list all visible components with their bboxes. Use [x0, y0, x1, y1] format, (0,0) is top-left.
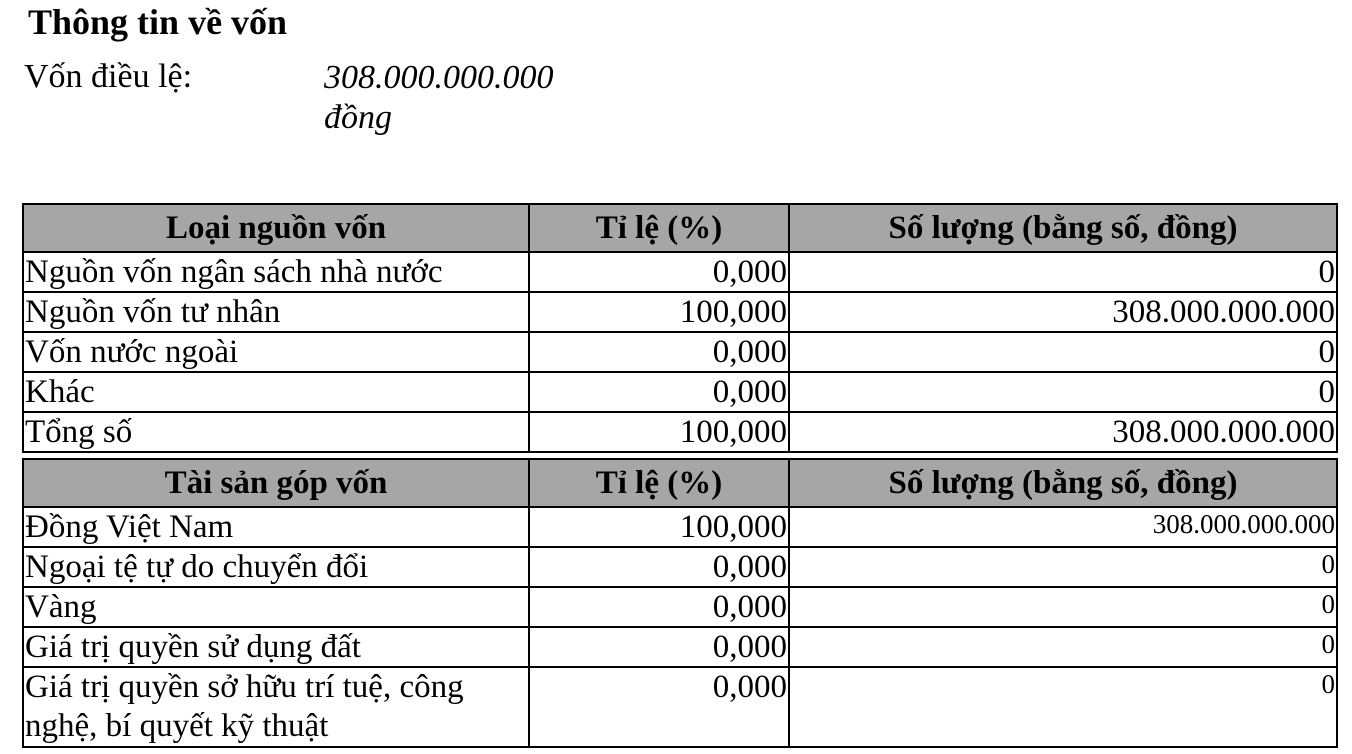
table-row: [23, 587, 1337, 627]
table-row: [23, 507, 1337, 547]
source-ratio: 0,000: [529, 252, 789, 292]
asset-ratio: 100,000: [529, 507, 789, 547]
asset-amount: 0: [789, 547, 1337, 587]
source-name: Vốn nước ngoài: [23, 332, 529, 372]
table-row: [23, 372, 1337, 412]
table-row-total: [23, 412, 1337, 452]
source-name: Nguồn vốn ngân sách nhà nước: [23, 252, 529, 292]
source-amount: 0: [789, 332, 1337, 372]
asset-amount: 0: [789, 667, 1337, 747]
header-asset-type: Tài sản góp vốn: [23, 459, 529, 507]
source-amount: 308.000.000.000: [789, 292, 1337, 332]
table-row: [23, 332, 1337, 372]
table-row: [23, 627, 1337, 667]
source-name: Tổng số: [23, 412, 529, 452]
source-ratio: 100,000: [529, 412, 789, 452]
source-amount: 0: [789, 252, 1337, 292]
table-row: [23, 547, 1337, 587]
charter-capital-amount: 308.000.000.000: [324, 59, 554, 96]
table-row: [23, 252, 1337, 292]
header-ratio: Tỉ lệ (%): [529, 204, 789, 252]
header-amount: Số lượng (bằng số, đồng): [789, 204, 1337, 252]
header-amount: Số lượng (bằng số, đồng): [789, 459, 1337, 507]
asset-name: Vàng: [23, 587, 529, 627]
asset-amount: 308.000.000.000: [789, 507, 1337, 547]
source-amount: 308.000.000.000: [789, 412, 1337, 452]
section-title: Thông tin về vốn: [28, 2, 288, 42]
contributed-assets-table: [22, 458, 1338, 748]
table-row: [23, 292, 1337, 332]
asset-amount: 0: [789, 587, 1337, 627]
header-ratio: Tỉ lệ (%): [529, 459, 789, 507]
asset-ratio: 0,000: [529, 627, 789, 667]
asset-name: Giá trị quyền sử dụng đất: [23, 627, 529, 667]
source-amount: 0: [789, 372, 1337, 412]
asset-amount: 0: [789, 627, 1337, 667]
source-name: Nguồn vốn tư nhân: [23, 292, 529, 332]
table-row: [23, 667, 1337, 747]
charter-capital-label: Vốn điều lệ:: [24, 58, 193, 95]
source-ratio: 0,000: [529, 372, 789, 412]
source-name: Khác: [23, 372, 529, 412]
asset-name: Ngoại tệ tự do chuyển đổi: [23, 547, 529, 587]
table-header-row: [23, 459, 1337, 507]
asset-ratio: 0,000: [529, 667, 789, 747]
asset-name: Giá trị quyền sở hữu trí tuệ, công nghệ, bí quyết kỹ thuật: [23, 667, 529, 747]
asset-ratio: 0,000: [529, 587, 789, 627]
charter-capital-value: [324, 58, 604, 138]
source-ratio: 0,000: [529, 332, 789, 372]
header-source-type: Loại nguồn vốn: [23, 204, 529, 252]
asset-ratio: 0,000: [529, 547, 789, 587]
table-header-row: [23, 204, 1337, 252]
source-ratio: 100,000: [529, 292, 789, 332]
asset-name: Đồng Việt Nam: [23, 507, 529, 547]
capital-sources-table: [22, 203, 1338, 453]
charter-capital-unit: đồng: [324, 99, 392, 136]
